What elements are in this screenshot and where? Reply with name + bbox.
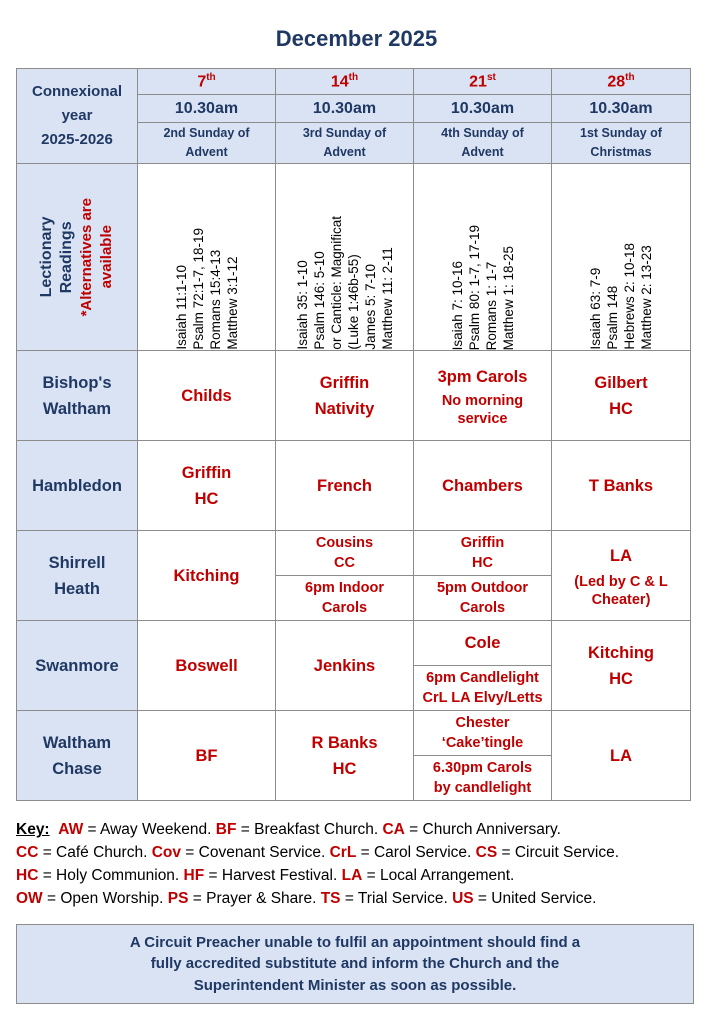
appointment-line: HC [472, 555, 493, 571]
appointment [552, 621, 691, 711]
readings-21st [414, 164, 552, 351]
appointment [552, 531, 691, 621]
key-text: = Breakfast Church. [236, 821, 383, 838]
key-abbr: CC [16, 844, 39, 861]
reading: Matthew 11: 2-11 [379, 247, 395, 350]
key-abbr: OW [16, 890, 43, 907]
appointment: T Banks [552, 441, 691, 531]
key-abbr: TS [320, 890, 341, 907]
church-swanmore: Swanmore [17, 621, 138, 711]
day-suffix: th [206, 71, 216, 83]
key-text: = Open Worship. [42, 890, 168, 907]
key-abbr: CA [382, 821, 405, 838]
reading: Romans 15:4-13 [207, 250, 223, 350]
appointment-line: Griffin [319, 373, 370, 392]
appointment [276, 711, 414, 801]
service-time: 10.30am [138, 95, 276, 123]
readings-7th [138, 164, 276, 351]
date-21st [414, 69, 552, 95]
key-abbr: CrL [329, 844, 357, 861]
appointment: Childs [138, 351, 276, 441]
appointment-line: 6.30pm Carols [432, 760, 533, 776]
preacher-notice [16, 924, 694, 1004]
corner-line: year [61, 107, 93, 124]
appointment-line: Nativity [314, 399, 375, 418]
church-name-line: Heath [54, 579, 100, 598]
appointment-line: Carols [321, 600, 368, 616]
church-bishops-waltham [17, 351, 138, 441]
key-line [16, 818, 696, 841]
readings-14th [276, 164, 414, 351]
reading: or Canticle: Magnificat [328, 216, 344, 350]
sunday-name [552, 123, 691, 164]
corner-line: 2025-2026 [41, 131, 113, 148]
sunday-line: 3rd Sunday of [302, 126, 387, 140]
sunday-line: 2nd Sunday of [163, 126, 250, 140]
day-number: 28 [607, 73, 626, 91]
notice-line: Superintendent Minister as soon as possible. [193, 976, 517, 994]
appointment [276, 576, 414, 621]
appointment-line: Griffin [460, 535, 505, 551]
day-suffix: th [348, 71, 359, 83]
appointment-line: HC [609, 669, 633, 688]
reading: (Luke 1:46b-55) [345, 254, 361, 350]
appointment: French [276, 441, 414, 531]
abbreviation-key [16, 818, 696, 910]
appointment-line: No morning [441, 392, 524, 409]
appointment-line: HC [332, 759, 357, 778]
appointment: Boswell [138, 621, 276, 711]
appointment [414, 576, 552, 621]
church-name-line: Chase [52, 759, 102, 778]
appointment: LA [552, 711, 691, 801]
sunday-name [414, 123, 552, 164]
connexional-year-cell [17, 69, 138, 164]
sunday-line: Advent [461, 145, 504, 159]
key-line [16, 841, 696, 864]
sunday-name [138, 123, 276, 164]
key-text: = Church Anniversary. [404, 821, 561, 838]
day-number: 7 [197, 73, 207, 91]
appointment-line: HC [609, 399, 633, 418]
service-time: 10.30am [552, 95, 691, 123]
reading: Isaiah 63: 7-9 [588, 268, 603, 350]
alternatives-note: *Alternatives are [78, 197, 95, 317]
corner-line: Connexional [31, 83, 122, 100]
alternatives-note: available [98, 225, 115, 289]
appointment-line: CrL LA Elvy/Letts [422, 690, 543, 706]
preaching-plan-table [16, 68, 691, 801]
appointment-line: HC [194, 489, 219, 508]
date-7th [138, 69, 276, 95]
service-time: 10.30am [414, 95, 552, 123]
date-28th [552, 69, 691, 95]
appointment [276, 351, 414, 441]
appointment-line: service [457, 410, 508, 427]
key-abbr: CS [475, 844, 498, 861]
reading: Psalm 148 [605, 286, 620, 350]
key-text: = Away Weekend. [83, 821, 216, 838]
church-name-line: Shirrell [48, 553, 106, 572]
sunday-name [276, 123, 414, 164]
sunday-line: Advent [323, 145, 366, 159]
reading: Matthew 2: 13-23 [639, 245, 654, 350]
appointment-line: (Led by C & L [574, 573, 668, 590]
notice-line: A Circuit Preacher unable to fulfil an appointment should find a [129, 933, 581, 951]
key-abbr: BF [215, 821, 237, 838]
key-text: = Holy Communion. [38, 867, 184, 884]
key-line [16, 887, 696, 910]
lectionary-label-cell [17, 164, 138, 351]
appointment-line: LA [610, 546, 632, 565]
sunday-line: 4th Sunday of [441, 126, 524, 140]
key-abbr: US [452, 890, 474, 907]
appointment [414, 531, 552, 576]
service-time: 10.30am [276, 95, 414, 123]
reading: Psalm 146: 5-10 [311, 251, 327, 350]
church-name-line: Waltham [42, 733, 112, 752]
day-suffix: st [486, 71, 496, 83]
day-number: 21 [469, 73, 487, 91]
sunday-line: 1st Sunday of [580, 126, 662, 140]
appointment-line: R Banks [311, 733, 378, 752]
church-hambledon: Hambledon [17, 441, 138, 531]
appointment [414, 351, 552, 441]
readings-28th [552, 164, 691, 351]
key-text: = Local Arrangement. [362, 867, 515, 884]
key-abbr: HC [16, 867, 39, 884]
reading: James 5: 7-10 [362, 264, 378, 350]
appointment: Chambers [414, 441, 552, 531]
key-text: = Prayer & Share. [188, 890, 321, 907]
appointment-line: 3pm Carols [437, 367, 528, 386]
appointment: BF [138, 711, 276, 801]
appointment [276, 531, 414, 576]
sunday-line: Christmas [590, 145, 652, 159]
appointment: Cole [414, 621, 552, 666]
appointment-line: Chester [455, 715, 510, 731]
key-text: = Trial Service. [340, 890, 453, 907]
lectionary-label-line: Lectionary [38, 216, 55, 298]
appointment: Jenkins [276, 621, 414, 711]
notice-line: fully accredited substitute and inform the Church and the [150, 955, 560, 973]
appointment-line: Cousins [315, 535, 374, 551]
church-name-line: Waltham [42, 399, 112, 418]
appointment-line: by candlelight [433, 780, 532, 796]
church-name-line: Bishop's [42, 373, 112, 392]
sunday-line: Advent [185, 145, 228, 159]
day-suffix: th [625, 71, 635, 83]
reading: Psalm 80: 1-7, 17-19 [466, 224, 482, 350]
reading: Isaiah 35: 1-10 [294, 260, 310, 350]
reading: Psalm 72:1-7, 18-19 [190, 228, 206, 350]
appointment-line: Carols [459, 600, 506, 616]
appointment [138, 441, 276, 531]
key-line [16, 864, 696, 887]
lectionary-label-line: Readings [58, 221, 75, 294]
appointment-line: CC [334, 555, 355, 571]
reading: Matthew 3:1-12 [224, 256, 240, 350]
key-text: = United Service. [473, 890, 597, 907]
lectionary-label [37, 198, 117, 316]
reading: Isaiah 7: 10-16 [449, 260, 465, 350]
key-text: = Circuit Service. [497, 844, 620, 861]
appointment-line: Kitching [588, 643, 654, 662]
key-abbr: LA [341, 867, 363, 884]
reading: Romans 1: 1-7 [483, 261, 499, 350]
date-14th [276, 69, 414, 95]
key-text: = Harvest Festival. [204, 867, 342, 884]
appointment-line: Cheater) [591, 591, 651, 608]
key-text: = Covenant Service. [180, 844, 330, 861]
day-number: 14 [330, 73, 349, 91]
appointment-line: 6pm Indoor [305, 580, 384, 596]
reading: Matthew 1: 18-25 [500, 245, 516, 350]
key-abbr: HF [183, 867, 205, 884]
appointment [414, 711, 552, 756]
appointment [414, 756, 552, 801]
reading: Hebrews 2: 10-18 [622, 243, 637, 350]
appointment [552, 351, 691, 441]
key-abbr: AW [58, 821, 84, 838]
church-waltham-chase [17, 711, 138, 801]
appointment-line: ‘Cake’tingle [441, 735, 524, 751]
church-shirrell-heath [17, 531, 138, 621]
appointment: Kitching [138, 531, 276, 621]
page-title: December 2025 [275, 26, 438, 51]
reading: Isaiah 11:1-10 [173, 265, 189, 350]
key-text: = Café Church. [38, 844, 152, 861]
key-abbr: PS [167, 890, 189, 907]
key-text: = Carol Service. [356, 844, 476, 861]
key-abbr: Cov [151, 844, 181, 861]
appointment-line: Griffin [181, 463, 232, 482]
appointment [414, 666, 552, 711]
key-label: Key: [16, 821, 50, 838]
appointment-line: 6pm Candlelight [426, 670, 539, 686]
appointment-line: 5pm Outdoor [436, 580, 529, 596]
appointment-line: Gilbert [594, 373, 648, 392]
